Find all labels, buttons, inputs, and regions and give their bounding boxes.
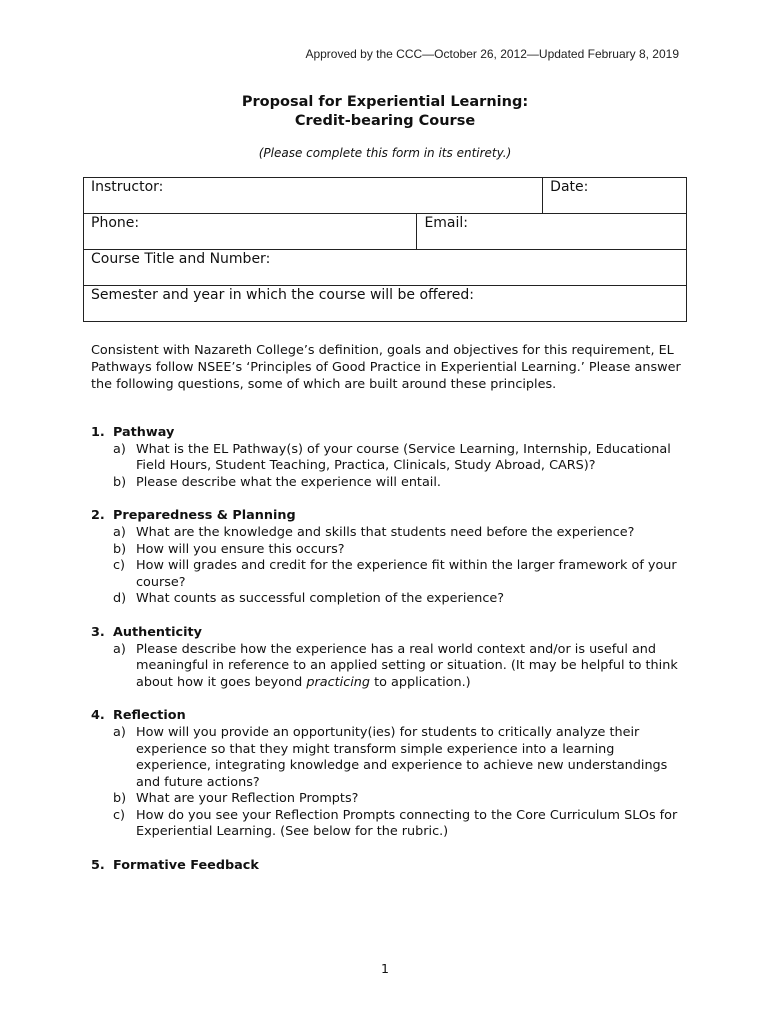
question-letter: a) — [113, 524, 126, 540]
section-number: 4. — [91, 708, 105, 724]
date-field[interactable]: Date: — [543, 178, 687, 214]
question-text: What are the knowledge and skills that students need before the experience? — [136, 524, 635, 540]
instructor-field[interactable]: Instructor: — [84, 178, 543, 214]
question-list — [91, 442, 691, 492]
section-title: Formative Feedback — [113, 858, 259, 874]
question-list — [91, 642, 691, 692]
question-item — [113, 642, 691, 692]
question-text: How will you ensure this occurs? — [136, 541, 345, 557]
section-number: 5. — [91, 858, 105, 874]
question-list — [91, 525, 691, 608]
question-item — [113, 558, 691, 591]
question-item — [113, 542, 691, 559]
question-text: Please describe what the experience will entail. — [136, 474, 441, 490]
page-number: 1 — [381, 961, 389, 976]
phone-field[interactable]: Phone: — [84, 214, 417, 250]
question-sections — [91, 425, 691, 892]
title-line-1: Proposal for Experiential Learning: — [241, 94, 529, 110]
section-title: Pathway — [113, 425, 175, 440]
email-field[interactable]: Email: — [417, 214, 687, 250]
question-list — [91, 725, 691, 841]
question-letter: a) — [113, 441, 126, 457]
section-pathway — [91, 425, 691, 491]
question-text: How will grades and credit for the experience fit within the larger framework of your course? — [136, 558, 677, 590]
section-number: 2. — [91, 508, 105, 524]
question-letter: b) — [113, 541, 127, 557]
question-text: What are your Reflection Prompts? — [136, 791, 359, 807]
proposal-form-table — [83, 177, 687, 322]
question-letter: c) — [113, 558, 126, 574]
section-number: 3. — [91, 624, 105, 640]
question-letter: a) — [113, 724, 126, 740]
section-title: Authenticity — [113, 624, 202, 640]
approval-note: Approved by the CCC—October 26, 2012—Updated February 8, 2019 — [305, 47, 679, 61]
question-item — [113, 475, 691, 492]
section-title: Reflection — [113, 708, 186, 724]
question-letter: c) — [113, 807, 126, 823]
question-text: Please describe how the experience has a real world context and/or is useful and meaningful in reference to an applied setting or situation. (It may be helpful to think about how it goes beyond practicing to application.) — [136, 641, 678, 690]
emphasis-practicing: practicing — [306, 674, 371, 690]
title-line-2: Credit-bearing Course — [294, 113, 476, 129]
section-number: 1. — [91, 425, 105, 440]
question-text: What counts as successful completion of the experience? — [136, 591, 505, 607]
section-reflection — [91, 708, 691, 841]
section-preparedness — [91, 508, 691, 608]
page-title — [0, 93, 770, 131]
question-text: How will you provide an opportunity(ies) for students to critically analyze their experience so that they might transform simple experience into a learning experience, integrating knowledge and experience to achieve new understandings and future actions? — [136, 724, 668, 790]
intro-paragraph: Consistent with Nazareth College’s definition, goals and objectives for this requirement, EL Pathways follow NSEE’s ‘Principles of Good Practice in Experiential Learning.’ Please answer the following questions, some of which are built around these principles. — [91, 343, 681, 392]
question-letter: b) — [113, 474, 127, 490]
section-title: Preparedness & Planning — [113, 508, 296, 524]
semester-field[interactable]: Semester and year in which the course will be offered: — [84, 286, 687, 322]
question-letter: b) — [113, 791, 127, 807]
section-formative-feedback — [91, 858, 691, 875]
question-item — [113, 791, 691, 808]
question-item — [113, 808, 691, 841]
question-item — [113, 725, 691, 791]
question-item — [113, 525, 691, 542]
question-item — [113, 591, 691, 608]
question-letter: d) — [113, 591, 127, 607]
form-instructions: (Please complete this form in its entirety.) — [258, 146, 512, 160]
question-item — [113, 442, 691, 475]
question-text: How do you see your Reflection Prompts connecting to the Core Curriculum SLOs for Experiential Learning. (See below for the rubric.) — [136, 807, 678, 840]
question-letter: a) — [113, 641, 126, 657]
section-authenticity — [91, 625, 691, 691]
course-title-field[interactable]: Course Title and Number: — [84, 250, 687, 286]
question-text: What is the EL Pathway(s) of your course (Service Learning, Internship, Educational Field Hours, Student Teaching, Practica, Clinicals, Study Abroad, CARS)? — [136, 441, 671, 474]
